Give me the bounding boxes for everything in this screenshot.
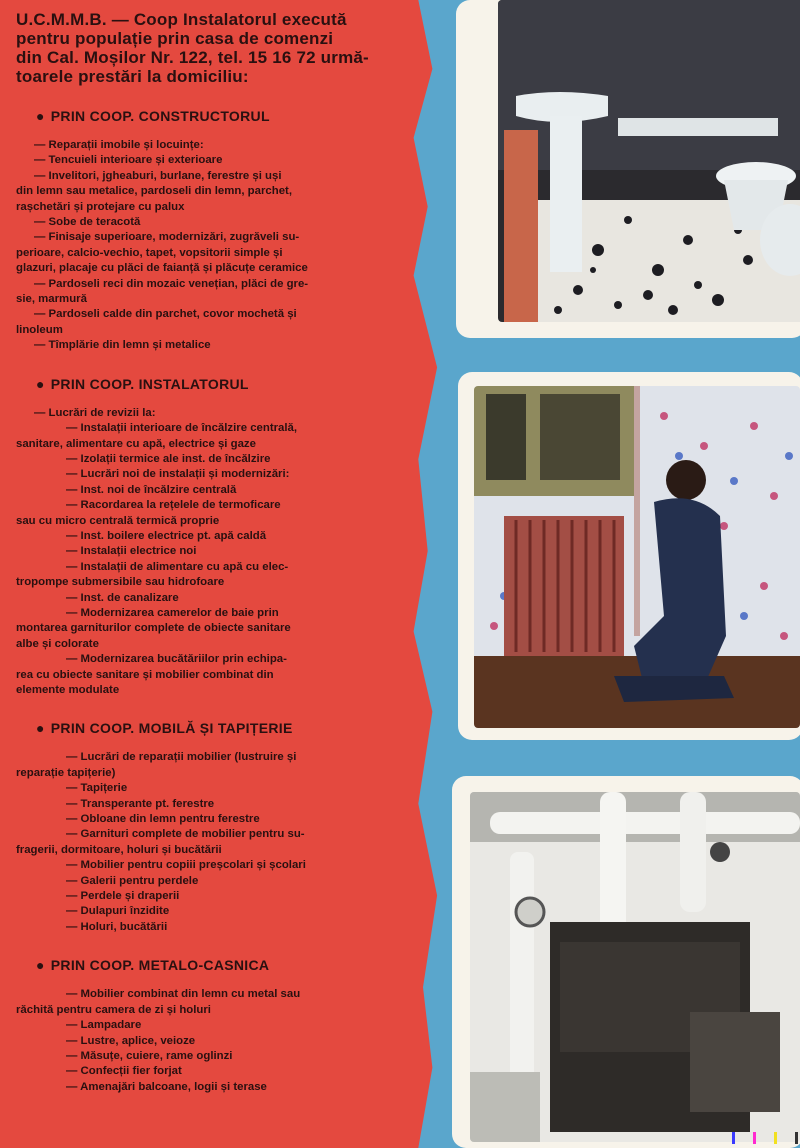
service-line: sanitare, alimentare cu apă, electrice și gaze	[16, 437, 256, 450]
service-line: — Lucrări noi de instalații și modernizări:	[66, 468, 290, 481]
intro-line: pentru populație prin casa de comenzi	[16, 29, 334, 48]
section-title-text: PRIN COOP. MOBILĂ ȘI TAPIȚERIE	[50, 720, 293, 737]
section-lines	[16, 987, 401, 1095]
service-line: — Instalații interioare de încălzire centrală,	[66, 422, 298, 435]
service-line: — Tîmplărie din lemn și metalice	[34, 339, 211, 352]
service-line: — Perdele și draperii	[66, 890, 180, 903]
section-title-text: PRIN COOP. CONSTRUCTORUL	[50, 108, 270, 124]
service-line: din lemn sau metalice, pardoseli din lemn, parchet,	[16, 185, 292, 198]
section-title	[36, 108, 401, 124]
service-line: — Amenajări balcoane, logii și terase	[66, 1080, 267, 1093]
service-line: — Modernizarea bucătăriilor prin echipa-	[66, 653, 287, 666]
intro-line: toarele prestări la domiciliu:	[16, 67, 249, 86]
service-section	[16, 957, 401, 1095]
section-title	[36, 376, 401, 392]
service-line: — Transperante pt. ferestre	[66, 797, 215, 810]
service-line: — Inst. boilere electrice pt. apă caldă	[66, 529, 267, 542]
service-line: — Dulapuri înzidite	[66, 905, 170, 918]
service-line: — Instalații de alimentare cu apă cu elec-	[66, 560, 289, 573]
service-line: — Obloane din lemn pentru ferestre	[66, 813, 260, 826]
service-section	[16, 720, 401, 935]
service-line: — Tencuieli interioare și exterioare	[34, 154, 223, 167]
service-line: — Lucrări de revizii la:	[34, 406, 156, 419]
section-title	[36, 720, 401, 736]
bullet-icon: ●	[36, 957, 45, 974]
service-line: răchită pentru camera de zi și holuri	[16, 1003, 211, 1016]
service-line: reparație tapițerie)	[16, 766, 116, 779]
service-line: montarea garniturilor complete de obiecte sanitare	[16, 622, 291, 635]
service-line: rea cu obiecte sanitare și mobilier combinat din	[16, 668, 274, 681]
service-line: — Inst. noi de încălzire centrală	[66, 483, 237, 496]
print-color-bars	[732, 1132, 798, 1144]
service-section	[16, 108, 401, 354]
section-title-text: PRIN COOP. INSTALATORUL	[50, 375, 249, 392]
bullet-icon: ●	[36, 375, 45, 392]
boiler-photo-frame	[452, 776, 800, 1148]
advertisement-text	[16, 10, 401, 1117]
service-line: — Sobe de teracotă	[34, 216, 141, 229]
radiator-photo	[474, 386, 800, 728]
service-line: sie, marmură	[16, 293, 87, 306]
section-title-text: PRIN COOP. METALO-CASNICA	[50, 957, 270, 974]
section-title	[36, 957, 401, 973]
radiator-photo-frame	[458, 372, 800, 740]
section-lines	[16, 750, 401, 935]
service-sections	[16, 108, 401, 1095]
service-line: — Modernizarea camerelor de baie prin	[66, 606, 279, 619]
service-line: — Tapițerie	[66, 782, 128, 795]
service-line: perioare, calcio-vechio, tapet, vopsitorii simple și	[16, 246, 283, 259]
intro-line: din Cal. Moșilor Nr. 122, tel. 15 16 72 urmă-	[16, 48, 369, 67]
service-line: — Pardoseli reci din mozaic venețian, plăci de gre-	[34, 277, 309, 290]
service-line: — Instalații electrice noi	[66, 545, 197, 558]
service-line: — Lustre, aplice, veioze	[66, 1034, 196, 1047]
bullet-icon: ●	[36, 108, 45, 124]
service-line: — Confecții fier forjat	[66, 1065, 182, 1078]
service-line: — Garnituri complete de mobilier pentru su-	[66, 828, 305, 841]
service-line: rașchetări și protejare cu palux	[16, 200, 185, 213]
service-line: — Pardoseli calde din parchet, covor mochetă și	[34, 308, 297, 321]
service-line: — Invelitori, jgheaburi, burlane, ferestre și uși	[34, 169, 282, 182]
service-line: — Izolații termice ale inst. de încălzire	[66, 452, 271, 465]
service-line: linoleum	[16, 323, 63, 336]
service-line: — Mobilier combinat din lemn cu metal sau	[66, 988, 301, 1001]
intro-line: U.C.M.M.B. — Coop Instalatorul execută	[16, 10, 347, 29]
bathroom-photo-frame	[456, 0, 800, 338]
service-line: — Lucrări de reparații mobilier (lustruire și	[66, 751, 297, 764]
service-line: fragerii, dormitoare, holuri și bucătării	[16, 843, 222, 856]
service-section	[16, 376, 401, 699]
service-line: sau cu micro centrală termică proprie	[16, 514, 220, 527]
bathroom-photo	[498, 0, 800, 322]
service-line: albe și colorate	[16, 637, 99, 650]
intro-paragraph	[16, 10, 401, 86]
service-line: — Lampadare	[66, 1019, 142, 1032]
service-line: tropompe submersibile sau hidrofoare	[16, 576, 225, 589]
service-line: — Reparații imobile și locuințe:	[34, 139, 204, 151]
service-line: — Galerii pentru perdele	[66, 874, 199, 887]
boiler-photo	[470, 792, 800, 1142]
section-lines	[16, 406, 401, 699]
service-line: — Măsuțe, cuiere, rame oglinzi	[66, 1049, 233, 1062]
service-line: — Racordarea la rețelele de termoficare	[66, 499, 281, 512]
service-line: — Holuri, bucătării	[66, 920, 168, 933]
service-line: — Mobilier pentru copiii preșcolari și școlari	[66, 859, 306, 872]
bullet-icon: ●	[36, 720, 45, 737]
service-line: glazuri, placaje cu plăci de faianță și plăcuțe ceramice	[16, 262, 308, 275]
section-lines	[16, 138, 401, 354]
service-line: elemente modulate	[16, 684, 120, 696]
service-line: — Finisaje superioare, modernizări, zugrăveli su-	[34, 231, 300, 244]
service-line: — Inst. de canalizare	[66, 591, 179, 604]
